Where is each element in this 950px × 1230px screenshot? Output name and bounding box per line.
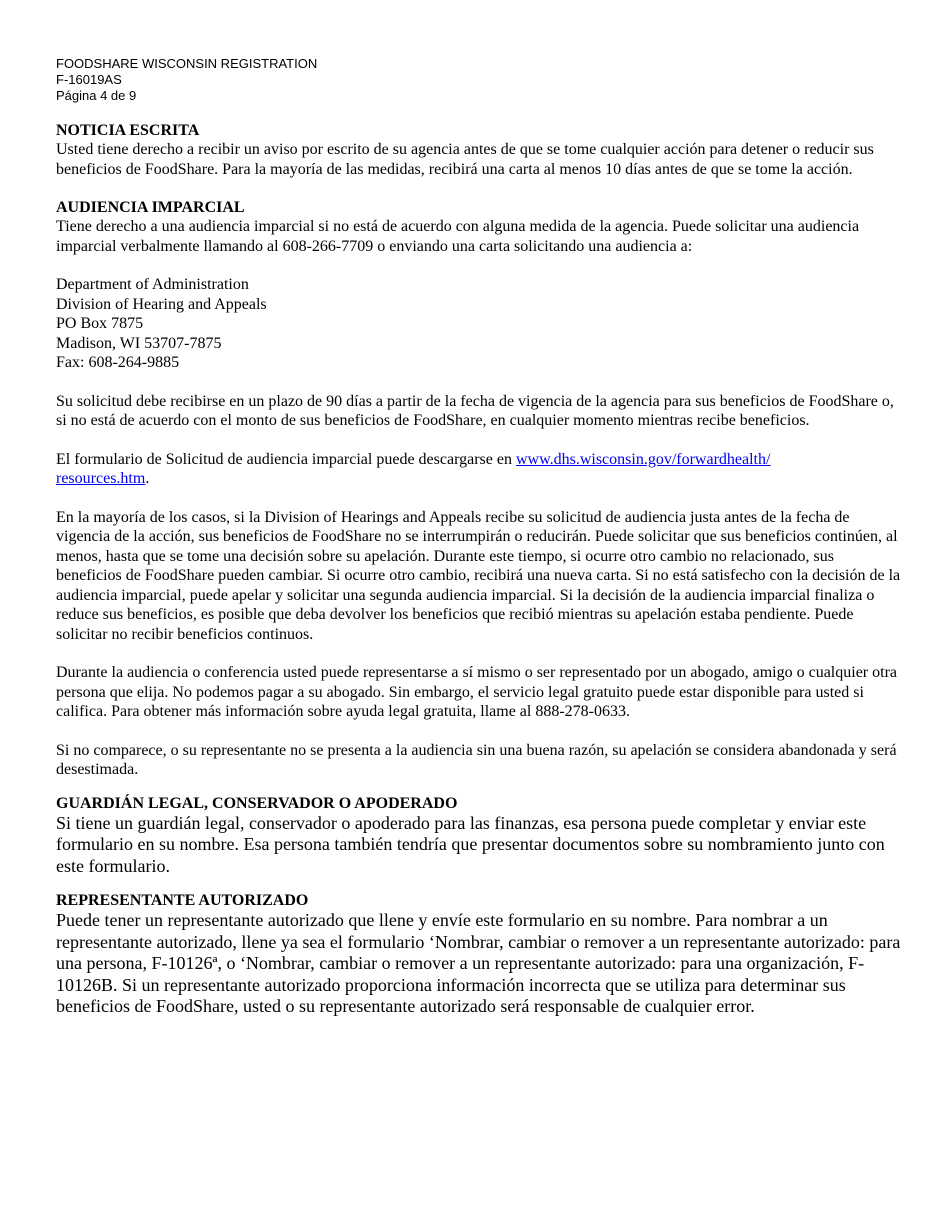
audiencia-form-download — [56, 450, 901, 489]
form-header — [56, 56, 901, 104]
address-fax: Fax: 608-264-9885 — [56, 354, 180, 371]
section-title-guardian: GUARDIÁN LEGAL, CONSERVADOR O APODERADO — [56, 794, 458, 812]
page-number: Página 4 de 9 — [56, 88, 137, 103]
forwardhealth-resources-link[interactable]: www.dhs.wisconsin.gov/forwardhealth/ resources.htm — [56, 450, 771, 487]
section-representante — [56, 891, 901, 1018]
document-page — [56, 56, 901, 1018]
section-noticia — [56, 121, 901, 179]
section-title-representante: REPRESENTANTE AUTORIZADO — [56, 892, 309, 909]
address-line-4: Madison, WI 53707-7875 — [56, 334, 222, 352]
audiencia-no-comparece: Si no comparece, o su representante no se presenta a la audiencia sin una buena razón, su apelación se considera abandonada y será desestimada. — [56, 741, 897, 778]
form-download-suffix: . — [145, 470, 150, 487]
section-title-noticia: NOTICIA ESCRITA — [56, 122, 200, 139]
guardian-body: Si tiene un guardián legal, conservador o apoderado para las finanzas, esa persona puede completar y enviar este formulario en su nombre. Esa persona también tendría que presentar documentos sobre su nombramiento junto con este formulario. — [56, 812, 885, 876]
representante-body: Puede tener un representante autorizado que llene y envíe este formulario en su nombre. Para nombrar a un representante autorizado, llene ya sea el formulario ‘Nombrar, cambiar o remover a un representante autorizado: para una persona, F-10126ª, o ‘Nombrar, cambiar o remover a un representante autorizado: para una organización, F-10126B. Si un representante autorizado proporciona información incorrecta que se utiliza para determinar sus beneficios de FoodShare, usted o su representante autorizado será responsable de cualquier error. — [56, 910, 901, 1016]
audiencia-intro: Tiene derecho a una audiencia imparcial si no está de acuerdo con alguna medida de la agencia. Puede solicitar una audiencia imparcial verbalmente llamando al 608-266-7709 o enviando una carta solicitando una audiencia a: — [56, 218, 860, 255]
section-title-audiencia: AUDIENCIA IMPARCIAL — [56, 199, 245, 216]
audiencia-mayoria: En la mayoría de los casos, si la Division of Hearings and Appeals recibe su solicitud de audiencia justa antes de la fecha de vigencia de la acción, sus beneficios de FoodShare no se interrumpirán o reducirán. Puede solicitar que sus beneficios continúen, al menos, hasta que se tome una decisión sobre su apelación. Durante este tiempo, si ocurre otro cambio no relacionado, sus beneficios de FoodShare pueden cambiar. Si ocurre otro cambio, recibirá una nueva carta. Si no está satisfecho con la decisión de la audiencia imparcial, puede apelar y solicitar una segunda audiencia imparcial. Si la decisión de la audiencia imparcial finaliza o reduce sus beneficios, es posible que deba devolver los beneficios que recibió mientras su apelación estaba pendiente. Puede solicitar no recibir beneficios continuos. — [56, 508, 901, 643]
section-guardian — [56, 794, 901, 878]
noticia-body: Usted tiene derecho a recibir un aviso por escrito de su agencia antes de que se tome cualquier acción para detener o reducir sus beneficios de FoodShare. Para la mayoría de las medidas, recibirá una carta al menos 10 días antes de que se tome la acción. — [56, 141, 874, 178]
form-title: FOODSHARE WISCONSIN REGISTRATION — [56, 56, 318, 71]
audiencia-plazo: Su solicitud debe recibirse en un plazo de 90 días a partir de la fecha de vigencia de la agencia para sus beneficios de FoodShare o, si no está de acuerdo con el monto de sus beneficios de FoodShare, en cualquier momento mientras recibe beneficios. — [56, 392, 894, 429]
audiencia-durante: Durante la audiencia o conferencia usted puede representarse a sí mismo o ser representado por un abogado, amigo o cualquier otra persona que elija. No podemos pagar a su abogado. Sin embargo, el servicio legal gratuito puede estar disponible para usted si califica. Para obtener más información sobre ayuda legal gratuita, llame al 888-278-0633. — [56, 664, 897, 720]
address-line-1: Department of Administration — [56, 276, 249, 293]
mailing-address — [56, 275, 901, 373]
section-audiencia — [56, 198, 901, 780]
form-number: F-16019AS — [56, 72, 122, 87]
address-line-2: Division of Hearing and Appeals — [56, 295, 267, 313]
address-line-3: PO Box 7875 — [56, 315, 144, 332]
form-download-text: El formulario de Solicitud de audiencia imparcial puede descargarse en — [56, 450, 516, 468]
